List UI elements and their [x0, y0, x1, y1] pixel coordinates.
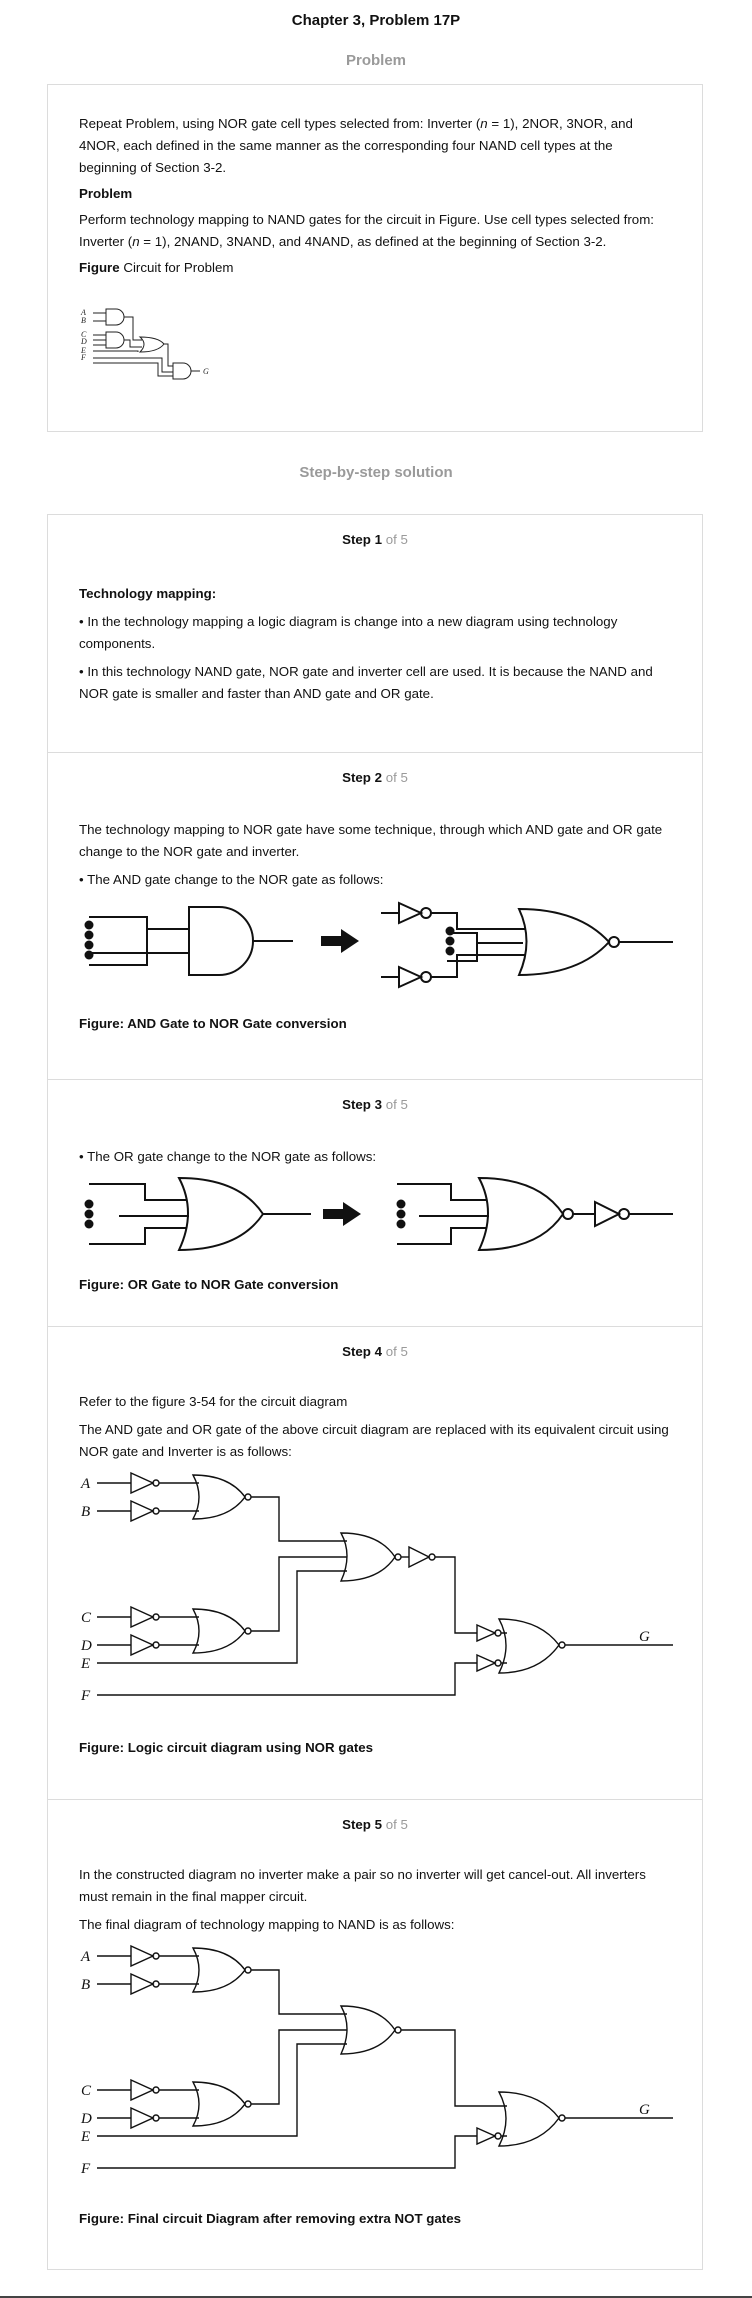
problem-label-d: D: [81, 337, 87, 346]
problem-label-c: C: [81, 330, 87, 339]
final-label-g: G: [639, 2102, 650, 2118]
final-label-f: F: [81, 2161, 91, 2177]
final-circuit: [79, 1942, 673, 2202]
problem-label-g: G: [203, 367, 209, 376]
problem-card: [47, 84, 703, 432]
step-3: [48, 1080, 702, 1327]
nor-circuit-labels: [80, 1476, 650, 1704]
nor-label-c: C: [81, 1610, 92, 1626]
solution-section-title: Step-by-step solution: [299, 464, 453, 481]
final-label-e: E: [81, 2129, 91, 2145]
problem-figure-caption: Figure Circuit for Problem: [79, 260, 234, 275]
page-title: Chapter 3, Problem 17P: [291, 12, 461, 29]
step-4: [48, 1327, 702, 1800]
final-circuit-labels: [80, 1949, 650, 2177]
problem-text: Repeat Problem, using NOR gate cell types selected from: Inverter (n = 1), 2NOR, 3NOR, and 4NOR, each defined in the same manner as the corresponding four NAND cell types at the beginning of Section 3-2.: [79, 116, 633, 175]
step-3-caption: Figure: OR Gate to NOR Gate conversion: [79, 1277, 339, 1292]
step-5-caption: Figure: Final circuit Diagram after removing extra NOT gates: [79, 2211, 462, 2226]
step-2-caption: Figure: AND Gate to NOR Gate conversion: [79, 1016, 347, 1031]
problem-section-title: Problem: [345, 52, 406, 69]
problem-sub-heading: Problem: [79, 186, 133, 201]
step-2-para: The technology mapping to NOR gate have some technique, through which AND gate and OR gate change to the NOR gate and inverter.: [79, 822, 663, 859]
problem-label-a: A: [81, 308, 86, 317]
nor-label-a: A: [81, 1476, 91, 1492]
step-5-para-1: In the constructed diagram no inverter make a pair so no inverter will get cancel-out. All inverters must remain in the final mapper circuit.: [79, 1867, 646, 1904]
nor-label-b: B: [81, 1504, 91, 1520]
step-1-bullet-2: • In this technology NAND gate, NOR gate and inverter cell are used. It is because the NAND and NOR gate is smaller and faster than AND gate and OR gate.: [79, 664, 653, 701]
problem-circuit-figure: [78, 303, 238, 393]
step-4-para-1: Refer to the figure 3-54 for the circuit diagram: [79, 1394, 348, 1409]
step-3-bullet: • The OR gate change to the NOR gate as follows:: [79, 1149, 377, 1164]
final-label-a: A: [81, 1949, 91, 1965]
step-1-bullet-1: • In the technology mapping a logic diagram is change into a new diagram using technology components.: [79, 614, 618, 651]
step-4-header: Step 4 of 5: [342, 1344, 408, 1359]
step-1-header: Step 1 of 5: [342, 532, 408, 547]
step-1: [48, 515, 702, 753]
nor-label-f: F: [81, 1688, 91, 1704]
problem-sub-text: Perform technology mapping to NAND gates for the circuit in Figure. Use cell types selected from: Inverter (n = 1), 2NAND, 3NAND, and 4NAND, as defined at the beginning of Section 3-2.: [79, 212, 654, 249]
and-to-nor-diagram: [79, 895, 673, 1003]
final-label-c: C: [81, 2083, 92, 2099]
step-1-heading: Technology mapping:: [79, 586, 217, 601]
problem-label-b: B: [81, 316, 86, 325]
step-2-bullet: • The AND gate change to the NOR gate as follows:: [79, 872, 384, 887]
step-5-header: Step 5 of 5: [342, 1817, 408, 1832]
step-2-header: Step 2 of 5: [342, 770, 408, 785]
nor-label-e: E: [81, 1656, 91, 1672]
problem-label-e: E: [81, 346, 86, 355]
solution-card: [47, 514, 703, 2270]
problem-label-f: F: [81, 353, 86, 362]
nor-logic-circuit: [79, 1469, 673, 1729]
final-label-b: B: [81, 1977, 91, 1993]
step-4-para-2: The AND gate and OR gate of the above circuit diagram are replaced with its equivalent circuit using NOR gate and Inverter is as follows:: [79, 1422, 669, 1459]
step-2: [48, 753, 702, 1080]
step-5-para-2: The final diagram of technology mapping to NAND is as follows:: [79, 1917, 455, 1932]
step-4-caption: Figure: Logic circuit diagram using NOR gates: [79, 1740, 374, 1755]
nor-label-g: G: [639, 1629, 650, 1645]
or-to-nor-diagram: [79, 1170, 673, 1262]
step-5: [48, 1800, 702, 2270]
nor-label-d: D: [81, 1638, 92, 1654]
step-3-header: Step 3 of 5: [342, 1097, 408, 1112]
final-label-d: D: [81, 2111, 92, 2127]
